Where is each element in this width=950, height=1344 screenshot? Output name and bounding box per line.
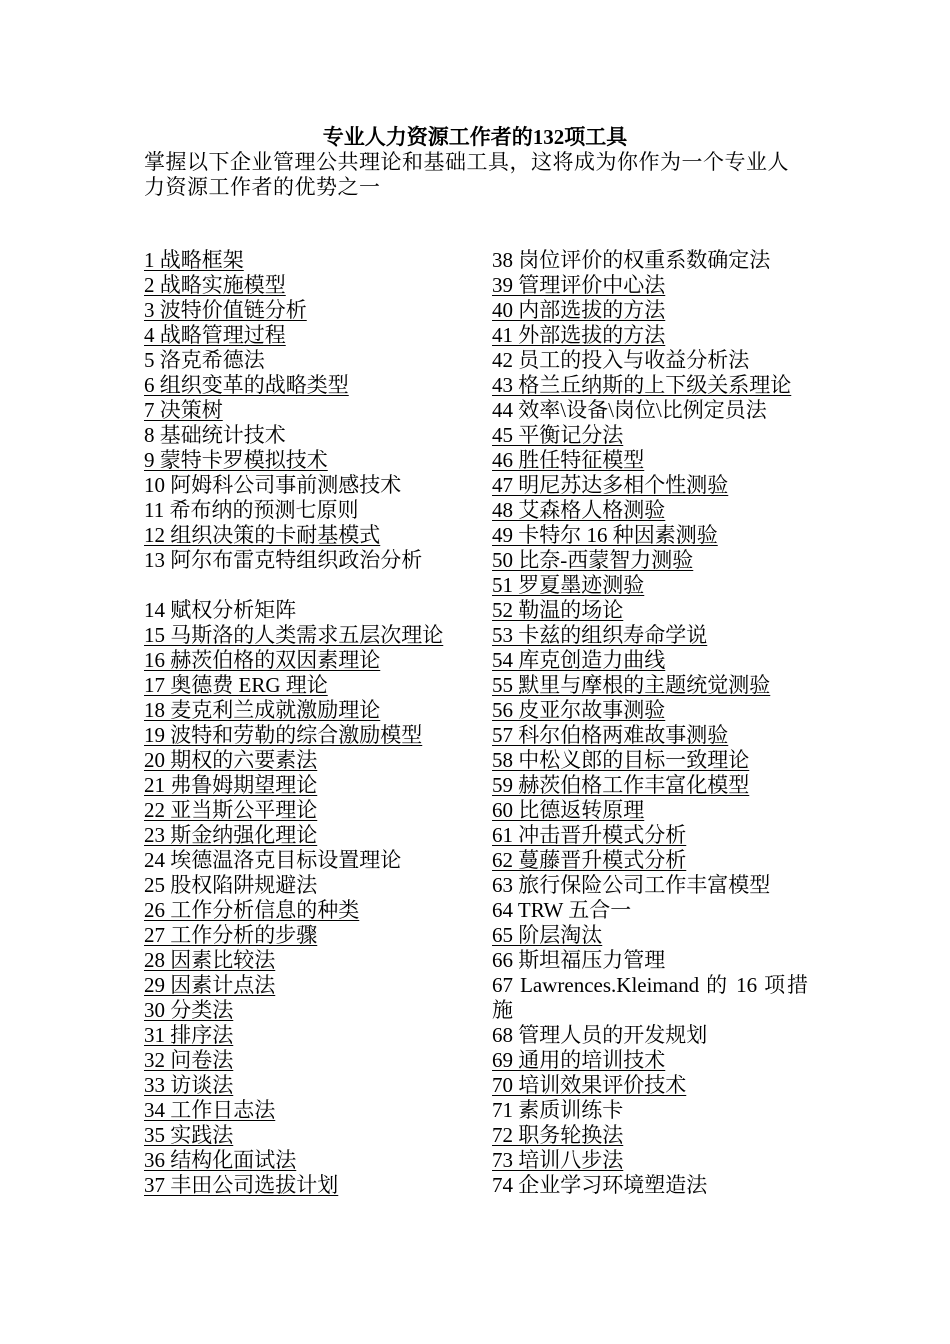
tool-link[interactable]: 54 库克创造力曲线 [492, 648, 666, 672]
tool-link[interactable]: 40 内部选拔的方法 [492, 298, 666, 322]
tool-item: 13 阿尔布雷克特组织政治分析 [144, 548, 423, 572]
tool-link[interactable]: 22 亚当斯公平理论 [144, 798, 318, 822]
tool-link[interactable]: 57 科尔伯格两难故事测验 [492, 723, 729, 747]
blank-line [144, 573, 466, 598]
tool-link[interactable]: 34 工作日志法 [144, 1098, 276, 1122]
tool-item: 10 阿姆科公司事前测感技术 [144, 473, 402, 497]
tool-item: 44 效率\设备\岗位\比例定员法 [492, 398, 767, 422]
tool-item: 11 希布纳的预测七原则 [144, 498, 359, 522]
tool-link[interactable]: 69 通用的培训技术 [492, 1048, 666, 1072]
tool-link[interactable]: 52 勒温的场论 [492, 598, 624, 622]
tool-link[interactable]: 43 格兰丘纳斯的上下级关系理论 [492, 373, 792, 397]
tool-link[interactable]: 46 胜任特征模型 [492, 448, 645, 472]
tool-link[interactable]: 56 皮亚尔故事测验 [492, 698, 666, 722]
tool-link[interactable]: 53 卡兹的组织寿命学说 [492, 623, 708, 647]
tool-link[interactable]: 23 斯金纳强化理论 [144, 823, 318, 847]
tool-item: 14 赋权分析矩阵 [144, 598, 297, 622]
tool-link[interactable]: 48 艾森格人格测验 [492, 498, 666, 522]
tool-link[interactable]: 15 马斯洛的人类需求五层次理论 [144, 623, 444, 647]
tool-item: 74 企业学习环境塑造法 [492, 1173, 708, 1197]
tool-link[interactable]: 58 中松义郎的目标一致理论 [492, 748, 750, 772]
tool-item: 24 埃德温洛克目标设置理论 [144, 848, 402, 872]
tool-link[interactable]: 19 波特和劳勒的综合激励模型 [144, 723, 423, 747]
tool-link[interactable]: 47 明尼苏达多相个性测验 [492, 473, 729, 497]
tool-item: 42 员工的投入与收益分析法 [492, 348, 750, 372]
tool-link[interactable]: 29 因素计点法 [144, 973, 276, 997]
tool-link[interactable]: 9 蒙特卡罗模拟技术 [144, 448, 328, 472]
tool-item: 8 基础统计技术 [144, 423, 286, 447]
tool-list-right [492, 248, 808, 1198]
tool-link[interactable]: 35 实践法 [144, 1123, 234, 1147]
tool-list-left [144, 248, 466, 1198]
tool-link[interactable]: 61 冲击晋升模式分析 [492, 823, 687, 847]
tool-link[interactable]: 16 赫茨伯格的双因素理论 [144, 648, 381, 672]
tool-item: 67 Lawrences.Kleimand 的 16 项措施 [492, 973, 808, 1022]
tool-link[interactable]: 51 罗夏墨迹测验 [492, 573, 645, 597]
tool-link[interactable]: 73 培训八步法 [492, 1148, 624, 1172]
tool-link[interactable]: 65 阶层淘汰 [492, 923, 603, 947]
tool-link[interactable]: 62 蔓藤晋升模式分析 [492, 848, 687, 872]
tool-link[interactable]: 26 工作分析信息的种类 [144, 898, 360, 922]
tool-link[interactable]: 49 卡特尔 16 种因素测验 [492, 523, 718, 547]
tool-link[interactable]: 41 外部选拔的方法 [492, 323, 666, 347]
tool-item: 71 素质训练卡 [492, 1098, 624, 1122]
tool-link[interactable]: 6 组织变革的战略类型 [144, 373, 349, 397]
tool-link[interactable]: 60 比德返转原理 [492, 798, 645, 822]
tool-link[interactable]: 50 比奈-西蒙智力测验 [492, 548, 694, 572]
tool-link[interactable]: 20 期权的六要素法 [144, 748, 318, 772]
tool-link[interactable]: 33 访谈法 [144, 1073, 234, 1097]
tool-link[interactable]: 37 丰田公司选拔计划 [144, 1173, 339, 1197]
tool-link[interactable]: 72 职务轮换法 [492, 1123, 624, 1147]
tool-link[interactable]: 31 排序法 [144, 1023, 234, 1047]
tool-item: 66 斯坦福压力管理 [492, 948, 666, 972]
intro-paragraph: 掌握以下企业管理公共理论和基础工具，这将成为你作为一个专业人力资源工作者的优势之一 [144, 150, 789, 199]
tool-link[interactable]: 18 麦克利兰成就激励理论 [144, 698, 381, 722]
tool-link[interactable]: 30 分类法 [144, 998, 234, 1022]
tool-link[interactable]: 55 默里与摩根的主题统觉测验 [492, 673, 771, 697]
tool-link[interactable]: 12 组织决策的卡耐基模式 [144, 523, 381, 547]
tool-link[interactable]: 70 培训效果评价技术 [492, 1073, 687, 1097]
tool-link[interactable]: 3 波特价值链分析 [144, 298, 307, 322]
tool-item: 68 管理人员的开发规划 [492, 1023, 708, 1047]
tool-link[interactable]: 7 决策树 [144, 398, 223, 422]
tool-link[interactable]: 27 工作分析的步骤 [144, 923, 318, 947]
tool-item: 63 旅行保险公司工作丰富模型 [492, 873, 771, 897]
tool-link[interactable]: 59 赫茨伯格工作丰富化模型 [492, 773, 750, 797]
tool-link[interactable]: 32 问卷法 [144, 1048, 234, 1072]
tool-item: 38 岗位评价的权重系数确定法 [492, 248, 771, 272]
tool-link[interactable]: 28 因素比较法 [144, 948, 276, 972]
tool-link[interactable]: 1 战略框架 [144, 248, 244, 272]
tool-link[interactable]: 36 结构化面试法 [144, 1148, 297, 1172]
tool-link[interactable]: 21 弗鲁姆期望理论 [144, 773, 318, 797]
document-title: 专业人力资源工作者的132项工具 [322, 125, 628, 149]
tool-item: 5 洛克希德法 [144, 348, 265, 372]
tool-link[interactable]: 17 奥德费 ERG 理论 [144, 673, 328, 697]
tool-link[interactable]: 39 管理评价中心法 [492, 273, 666, 297]
tool-item: 64 TRW 五合一 [492, 898, 632, 922]
tool-link[interactable]: 4 战略管理过程 [144, 323, 286, 347]
tool-link[interactable]: 2 战略实施模型 [144, 273, 286, 297]
tool-link[interactable]: 45 平衡记分法 [492, 423, 624, 447]
tool-item: 25 股权陷阱规避法 [144, 873, 318, 897]
